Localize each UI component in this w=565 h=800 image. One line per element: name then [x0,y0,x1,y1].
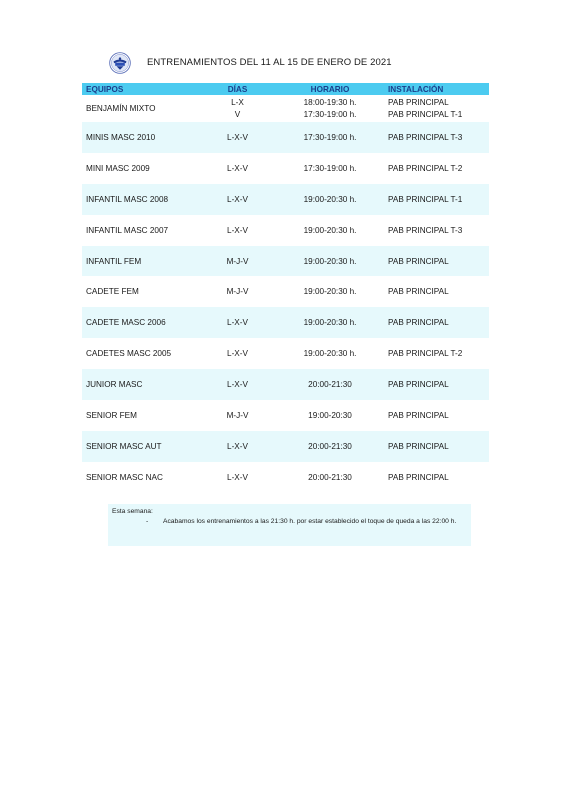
facility-cell: PAB PRINCIPAL T-2 [388,349,463,359]
time-cell: 20:00-21:30 [308,472,352,482]
team-cell: INFANTIL MASC 2008 [82,184,200,215]
facility-cell [385,95,489,122]
time-line: 18:00-19:30 h. [303,97,357,107]
team-cell: INFANTIL FEM [82,246,200,277]
table-body [82,95,489,493]
days-cell: L-X-V [200,184,275,215]
table-row [82,122,489,153]
facility-cell: PAB PRINCIPAL T-1 [385,184,489,215]
days-cell: L-X-V [227,349,248,359]
column-header-facility: INSTALACIÓN [385,83,489,95]
time-cell: 19:00-20:30 h. [303,287,357,297]
team-cell: SENIOR MASC NAC [86,472,163,482]
note-text: Acabamos los entrenamientos a las 21:30 h. por estar establecido el toque de queda a las 22:00 h. [163,518,457,525]
table-row [82,400,489,431]
column-header-teams: EQUIPOS [82,83,200,95]
facility-cell: PAB PRINCIPAL T-2 [388,163,463,173]
note-bullet: - [146,518,149,525]
time-cell: 20:00-21:30 [275,369,385,400]
facility-cell: PAB PRINCIPAL [388,287,449,297]
table-row [82,431,489,462]
table-row [82,462,489,493]
table-row [82,369,489,400]
facility-cell: PAB PRINCIPAL [388,472,449,482]
team-cell: SENIOR FEM [86,410,137,420]
facility-cell: PAB PRINCIPAL [385,246,489,277]
facility-cell: PAB PRINCIPAL [388,410,449,420]
column-header-schedule: HORARIO [275,83,385,95]
days-cell: L-X-V [227,163,248,173]
facility-cell: PAB PRINCIPAL [385,369,489,400]
table-row [82,153,489,184]
time-cell: 19:00-20:30 h. [275,184,385,215]
time-cell: 17:30-19:00 h. [275,122,385,153]
team-cell: JUNIOR MASC [82,369,200,400]
table-row [82,276,489,307]
column-header-days: DÍAS [200,83,275,95]
table-header-row [82,83,489,95]
days-cell: L-X-V [200,307,275,338]
days-cell: M-J-V [200,246,275,277]
team-cell: MINI MASC 2009 [86,163,150,173]
time-cell: 19:00-20:30 h. [275,246,385,277]
club-crest-icon [109,52,131,74]
team-cell: CADETE FEM [86,287,139,297]
facility-line: PAB PRINCIPAL [388,97,449,107]
days-cell: M-J-V [226,287,249,297]
time-cell: 19:00-20:30 [308,410,352,420]
days-cell: L-X-V [200,369,275,400]
time-cell: 19:00-20:30 h. [303,349,357,359]
table-row [82,307,489,338]
time-line: 17:30-19:00 h. [303,109,357,119]
days-cell: L-X-V [227,225,248,235]
time-cell: 17:30-19:00 h. [303,163,357,173]
table-row [82,215,489,246]
team-cell: CADETES MASC 2005 [86,349,172,359]
page-title: ENTRENAMIENTOS DEL 11 AL 15 DE ENERO DE 2021 [147,57,392,68]
team-cell: SENIOR MASC AUT [82,431,200,462]
team-cell: INFANTIL MASC 2007 [86,225,169,235]
days-cell: L-X-V [200,431,275,462]
time-cell: 20:00-21:30 [275,431,385,462]
team-cell: CADETE MASC 2006 [82,307,200,338]
days-line: V [234,109,241,119]
time-cell: 19:00-20:30 h. [303,225,357,235]
weekly-note-box [108,504,471,546]
facility-cell: PAB PRINCIPAL T-3 [388,225,463,235]
note-heading: Esta semana: [112,508,153,515]
table-row [82,338,489,369]
table-row [82,184,489,215]
facility-cell: PAB PRINCIPAL [385,431,489,462]
days-cell: L-X-V [227,472,248,482]
facility-cell: PAB PRINCIPAL T-3 [385,122,489,153]
days-cell: L-X-V [200,122,275,153]
team-cell: MINIS MASC 2010 [82,122,200,153]
team-cell: BENJAMÍN MIXTO [86,104,156,113]
time-cell [275,95,385,122]
days-cell [200,95,275,122]
facility-line: PAB PRINCIPAL T-1 [388,109,463,119]
days-cell: M-J-V [226,410,249,420]
days-line: L-X [231,97,244,107]
table-row [82,246,489,277]
facility-cell: PAB PRINCIPAL [385,307,489,338]
time-cell: 19:00-20:30 h. [275,307,385,338]
training-schedule-table [82,83,489,493]
table-row [82,95,489,122]
